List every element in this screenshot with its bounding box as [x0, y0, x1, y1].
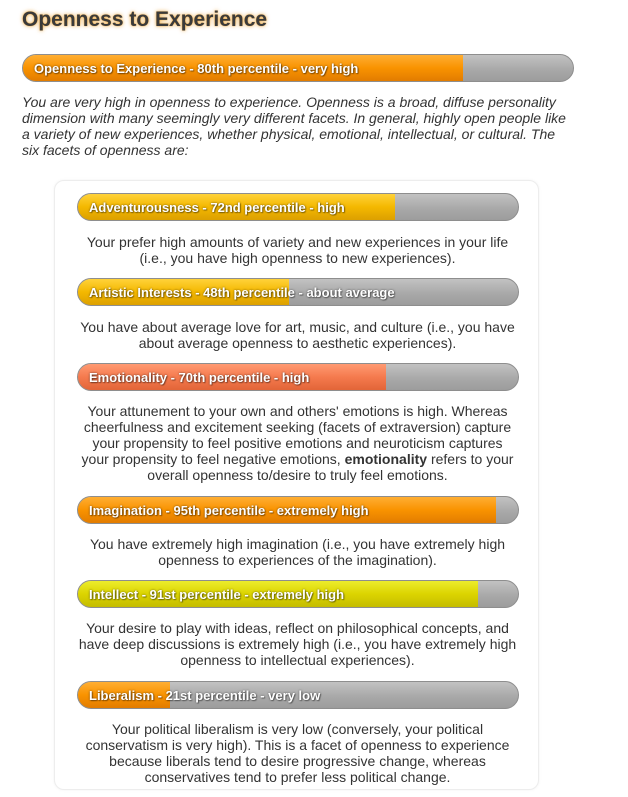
- intellect-percentile-label: Intellect - 91st percentile - extremely high: [89, 587, 345, 602]
- artistic-interests-percentile-bar: [77, 278, 519, 306]
- adventurousness-percentile-bar: [77, 193, 519, 221]
- imagination-description: You have extremely high imagination (i.e., you have extremely high openness to experiences of the imagination).: [89, 536, 506, 568]
- emotionality-percentile-label: Emotionality - 70th percentile - high: [89, 370, 310, 385]
- emotionality-percentile-bar: [77, 363, 519, 391]
- emotionality-description: [77, 403, 518, 483]
- artistic-interests-description: You have about average love for art, music, and culture (i.e., you have about average openness to aesthetic experiences).: [80, 319, 515, 351]
- adventurousness-description: Your prefer high amounts of variety and new experiences in your life (i.e., you have high openness to new experiences).: [86, 234, 509, 266]
- openness-intro-text: You are very high in openness to experience. Openness is a broad, diffuse personality dimension with many seemingly very different facets. In general, highly open people like a variety of new experiences, whether physical, emotional, intellectual, or cultural. The six facets of openness are:: [22, 94, 566, 158]
- intellect-percentile-bar: [77, 580, 519, 608]
- openness-percentile-label: Openness to Experience - 80th percentile - very high: [34, 61, 359, 76]
- intellect-description: Your desire to play with ideas, reflect on philosophical concepts, and have deep discussions is extremely high (i.e., you have extremely high openness to intellectual experiences).: [78, 620, 517, 668]
- emotionality-description-start: Your attunement to your own and others' emotions is high. Whereas cheerfulness and excitement seeking (facets of extraversion) capture your propensity to feel positive emotions and neuroticism captures your propensity to feel negative emotions,: [81, 403, 512, 467]
- liberalism-percentile-label: Liberalism - 21st percentile - very low: [89, 688, 321, 703]
- imagination-percentile-bar: [77, 496, 519, 524]
- adventurousness-percentile-label: Adventurousness - 72nd percentile - high: [89, 200, 345, 215]
- liberalism-percentile-bar: [77, 681, 519, 709]
- emotionality-description-end: refers to your overall openness to/desire to truly feel emotions.: [147, 451, 514, 483]
- emotionality-term: emotionality: [344, 451, 428, 467]
- openness-percentile-bar: [22, 54, 574, 82]
- liberalism-description: Your political liberalism is very low (conversely, your political conservatism is very high). This is a facet of openness to experience because liberals tend to desire progressive change, whereas conservatives tend to prefer less political change.: [85, 721, 510, 785]
- imagination-percentile-label: Imagination - 95th percentile - extremely high: [89, 503, 369, 518]
- artistic-interests-percentile-label: Artistic Interests - 48th percentile - about average: [89, 285, 395, 300]
- page-title: Openness to Experience: [22, 8, 268, 31]
